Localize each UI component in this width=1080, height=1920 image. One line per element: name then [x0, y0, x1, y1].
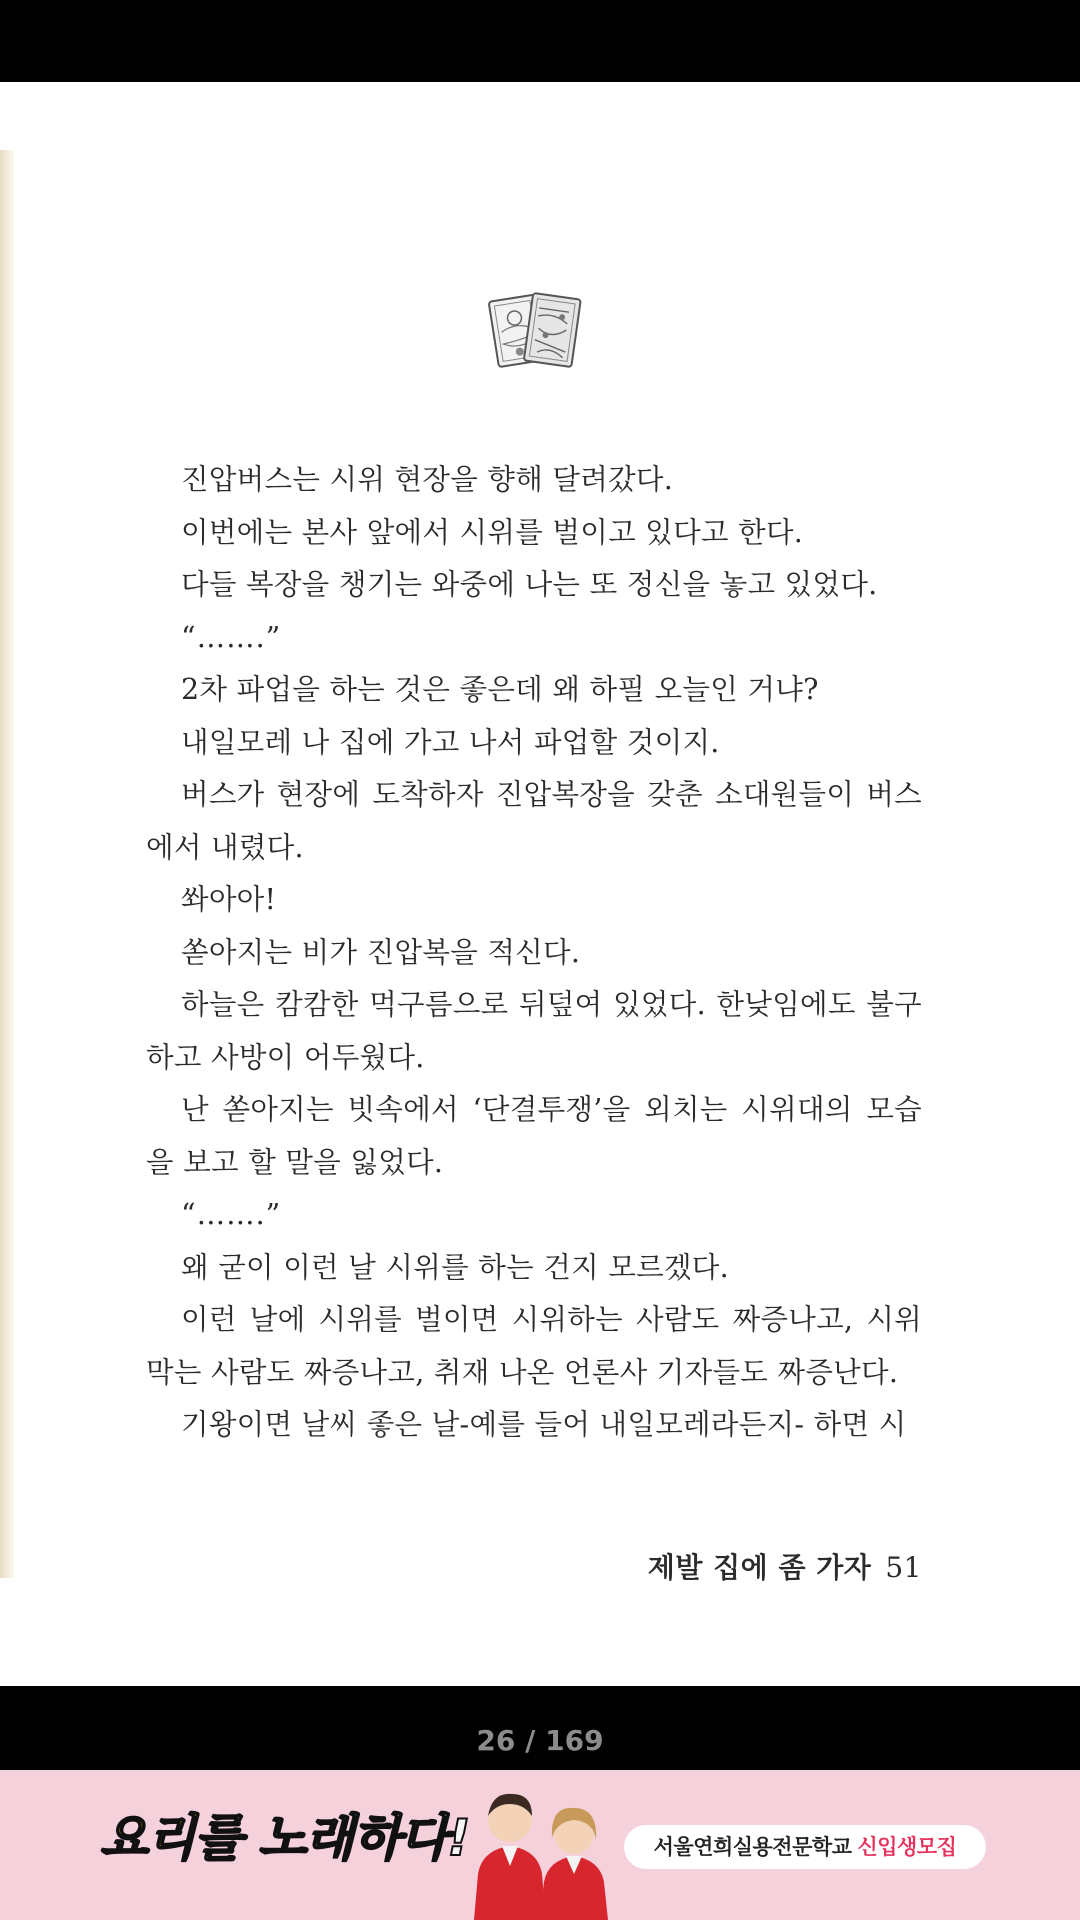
footer-title: 제발 집에 좀 가자 [647, 1551, 872, 1584]
paragraph: 진압버스는 시위 현장을 향해 달려갔다. [181, 463, 674, 496]
paragraph: 2차 파업을 하는 것은 좋은데 왜 하필 오늘인 거냐? [181, 673, 819, 706]
page-number: 51 [885, 1551, 922, 1584]
ad-school-name: 서울연희실용전문학교 [653, 1835, 852, 1859]
ad-recruit-label: 신입생모집 [857, 1835, 957, 1859]
page-counter-bar [0, 1686, 1080, 1770]
paragraph: 하늘은 캄캄한 먹구름으로 뒤덮여 있었다. 한낮임에도 불구하고 사방이 어두웠다. [146, 988, 922, 1074]
page-binding-edge [0, 150, 14, 1578]
cards-ornament-icon [486, 290, 584, 374]
book-page[interactable] [0, 82, 1080, 1686]
paragraph: 난 쏟아지는 빗속에서 ‘단결투쟁’을 외치는 시위대의 모습을 보고 할 말을 잃었다. [146, 1093, 922, 1179]
paragraph: 다들 복장을 챙기는 와중에 나는 또 정신을 놓고 있었다. [181, 568, 878, 601]
paragraph: “…….” [181, 1198, 282, 1231]
ad-headline-word: 요리 [100, 1809, 195, 1867]
paragraph: 왜 굳이 이런 날 시위를 하는 건지 모르겠다. [181, 1250, 730, 1284]
ad-people-illustration [468, 1782, 614, 1920]
ad-banner[interactable] [0, 1770, 1080, 1920]
running-footer [648, 1546, 922, 1586]
paragraph: 내일모레 나 집에 가고 나서 파업할 것이지. [181, 725, 720, 759]
paragraph: 쏴아아! [181, 883, 277, 916]
paragraph: “…….” [181, 620, 282, 654]
paragraph: 버스가 현장에 도착하자 진압복장을 갖춘 소대원들이 버스에서 내렸다. [146, 778, 922, 864]
status-bar [0, 0, 1080, 82]
ad-headline-word: 노래 [258, 1809, 353, 1867]
page-indicator: 26 / 169 [476, 1724, 604, 1757]
paragraph: 기왕이면 날씨 좋은 날-예를 들어 내일모레라든지- 하면 시 [181, 1408, 907, 1441]
ad-headline-word: 를 [194, 1809, 259, 1867]
paragraph: 이런 날에 시위를 벌이면 시위하는 사람도 짜증나고, 시위 막는 사람도 짜증나고, 취재 나온 언론사 기자들도 짜증난다. [146, 1303, 922, 1389]
paragraph: 이번에는 본사 앞에서 시위를 벌이고 있다고 한다. [181, 515, 804, 549]
ad-headline-word: 하다! [352, 1809, 470, 1867]
ad-headline [100, 1798, 469, 1870]
paragraph: 쏟아지는 비가 진압복을 적신다. [181, 935, 581, 969]
ad-cta-pill[interactable] [624, 1825, 986, 1869]
page-text [146, 454, 922, 1452]
